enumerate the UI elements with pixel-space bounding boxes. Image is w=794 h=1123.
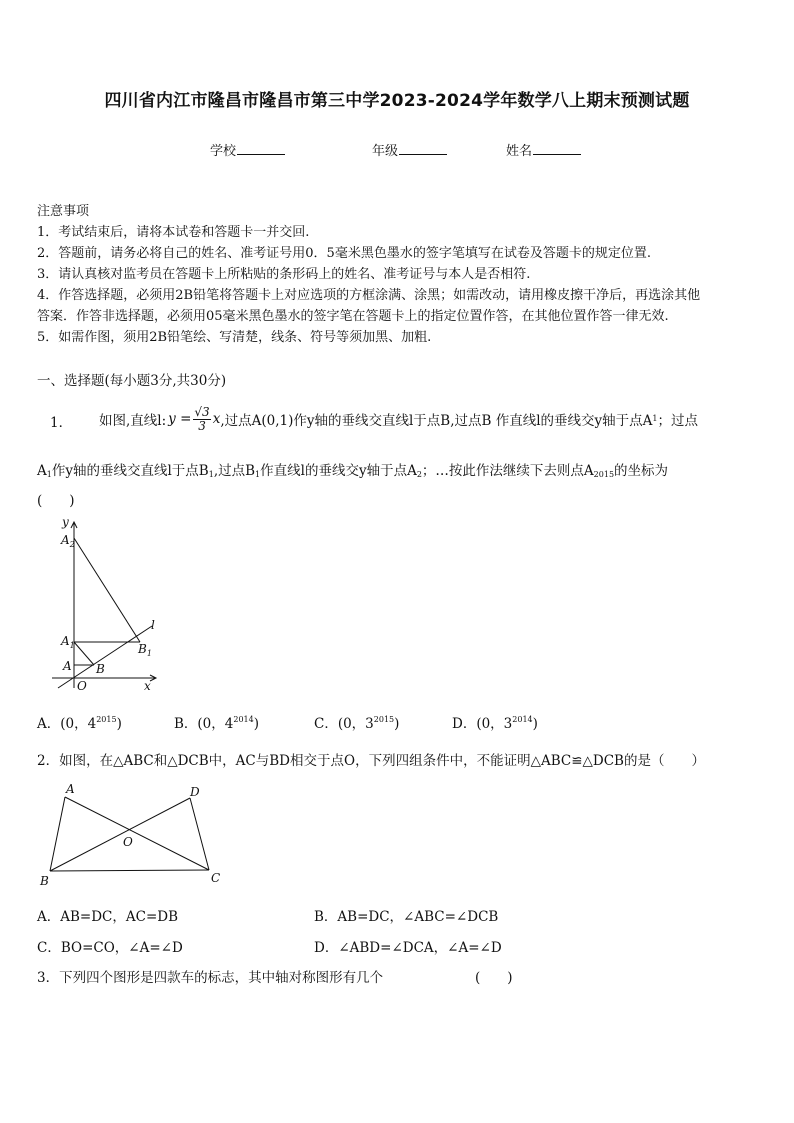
label-x: x <box>144 679 151 693</box>
segment-AB <box>50 797 65 871</box>
grade-field: 年级 <box>372 140 447 159</box>
page-title: 四川省内江市隆昌市隆昌市第三中学2023-2024学年数学八上期末预测试题 <box>104 91 690 111</box>
segment-CD <box>190 798 209 870</box>
label-A: A <box>66 782 75 796</box>
label-O: O <box>77 679 87 693</box>
q1-option-c[interactable]: C．(0，$3^{2015}$) <box>314 715 400 732</box>
label-B: B <box>96 662 105 676</box>
label-B1: $B_1$ <box>138 642 152 658</box>
label-D: D <box>190 785 200 799</box>
q2-option-c[interactable]: C．BO=CO，∠A=∠D <box>37 940 183 956</box>
label-y: y <box>62 515 69 529</box>
q2-option-b[interactable]: B．AB=DC，∠ABC=∠DCB <box>314 909 499 925</box>
label-l: l <box>151 618 155 632</box>
note-item: 2．答题前，请务必将自己的姓名、准考证号用0．5毫米黑色墨水的签字笔填写在试卷及答题卡的规定位置. <box>37 246 651 261</box>
label-A2: $A_2$ <box>61 533 75 549</box>
notes-heading: 注意事项 <box>37 204 90 219</box>
q1-option-b[interactable]: B．(0，$4^{2014}$) <box>174 715 260 732</box>
note-item: 1．考试结束后，请将本试卷和答题卡一并交回. <box>37 225 310 240</box>
segment-BA1 <box>74 642 94 665</box>
section-heading: 一、选择题(每小题3分,共30分) <box>37 373 227 389</box>
q1-line1: 如图,直线l: y = $\frac{√3}{3}$ x ,过点A(0,1)作y轴的垂线交直线l于点B,过点B 作直线l的垂线交y轴于点A 1 ；过点 <box>99 404 699 433</box>
note-item: 4．作答选择题，必须用2B铅笔将答题卡上对应选项的方框涂满、涂黑；如需改动，请用橡皮擦干净后，再选涂其他 <box>37 288 701 303</box>
q2-option-a[interactable]: A．AB=DC，AC=DB <box>37 909 179 925</box>
q1-option-d[interactable]: D．(0，$3^{2014}$) <box>452 715 538 732</box>
note-item: 3．请认真核对监考员在答题卡上所粘贴的条形码上的姓名、准考证号与本人是否相符. <box>37 267 531 282</box>
q3-paren: ( ) <box>475 970 513 986</box>
q1-option-a[interactable]: A．(0，$4^{2015}$) <box>37 715 122 732</box>
q1-paren: ( ) <box>37 493 75 509</box>
q3-text: 3．下列四个图形是四款车的标志，其中轴对称图形有几个 <box>37 970 384 986</box>
name-field: 姓名 <box>506 140 581 159</box>
label-A: A <box>63 659 72 673</box>
line-l <box>58 626 152 688</box>
note-item: 答案．作答非选择题，必须用05毫米黑色墨水的签字笔在答题卡上的指定位置作答，在其他位置作答一律无效. <box>37 309 669 324</box>
segment-AC <box>65 797 209 870</box>
q1-line2: $A_1$作y轴的垂线交直线l于点$B_1$,过点$B_1$作直线l的垂线交y轴于点$A_2$；…按此作法继续下去则点$A_{2015}$的坐标为 <box>37 463 669 479</box>
school-blank <box>237 142 285 155</box>
label-C: C <box>211 871 221 885</box>
grade-blank <box>399 142 447 155</box>
name-blank <box>533 142 581 155</box>
label-O: O <box>123 835 133 849</box>
segment-BD <box>50 798 190 871</box>
segment-B1A2 <box>74 538 140 642</box>
q1-fraction: $\frac{√3}{3}$ <box>194 404 210 433</box>
q2-option-d[interactable]: D．∠ABD=∠DCA，∠A=∠D <box>314 940 502 956</box>
label-B: B <box>40 874 49 888</box>
q2-figure <box>34 778 234 890</box>
label-A1: $A_1$ <box>61 634 75 650</box>
q1-number: 1． <box>50 415 73 431</box>
q2-text: 2．如图，在△ABC和△DCB中，AC与BD相交于点O，下列四组条件中，不能证明△ABC≌△DCB的是（ ） <box>37 753 705 769</box>
q1-figure <box>44 510 174 695</box>
segment-BC <box>50 870 209 871</box>
school-field: 学校 <box>210 140 285 159</box>
note-item: 5．如需作图，须用2B铅笔绘、写清楚，线条、符号等须加黑、加粗. <box>37 330 432 345</box>
